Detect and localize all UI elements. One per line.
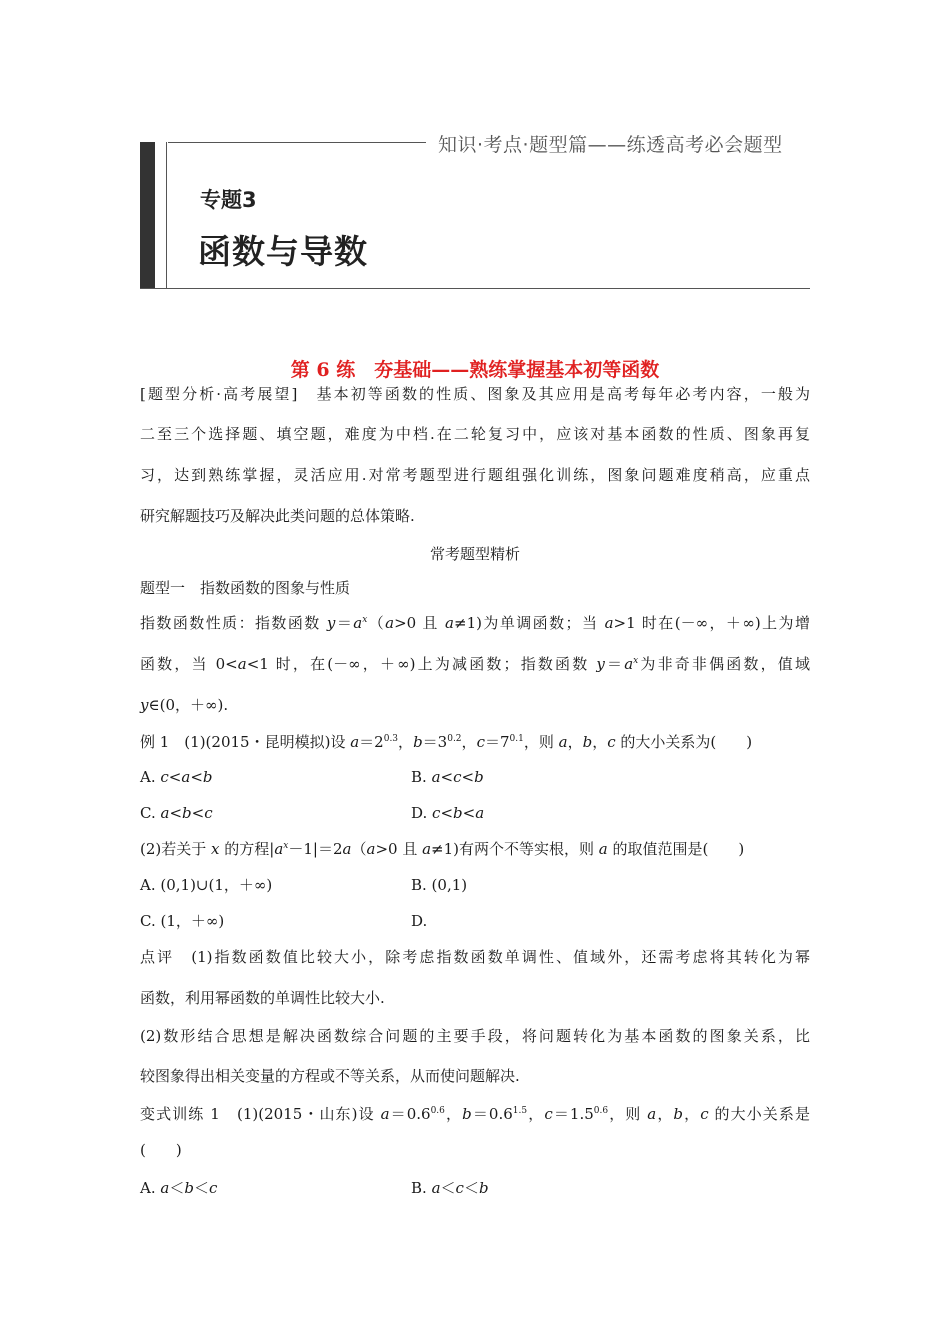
option-d: D. c<b<a	[411, 804, 485, 822]
comment-line: 函数，利用幂函数的单调性比较大小.	[140, 989, 385, 1007]
header-slogan: 知识·考点·题型篇——练透高考必会题型	[438, 134, 783, 156]
intro-line: 二至三个选择题、填空题，难度为中档.在二轮复习中，应该对基本函数的性质、图象再复	[140, 425, 810, 443]
header-thick-bar	[140, 142, 155, 288]
lesson-title: 第 6 练 夯基础——熟练掌握基本初等函数	[290, 359, 660, 381]
topic-label: 专题3	[200, 188, 257, 212]
header-thin-bar	[166, 142, 167, 288]
option-d: D.	[411, 912, 428, 930]
header-top-rule	[168, 142, 426, 143]
comment-line: 较图象得出相关变量的方程或不等关系，从而使问题解决.	[140, 1067, 520, 1085]
intro-line: 习，达到熟练掌握，灵活应用.对常考题型进行题组强化训练，图象问题难度稍高，应重点	[140, 466, 810, 484]
answer-paren: ( )	[140, 1141, 182, 1159]
header-bottom-rule	[140, 288, 810, 289]
option-b: B. a<c<b	[411, 768, 484, 786]
intro-line: [题型分析·高考展望] 基本初等函数的性质、图象及其应用是高考每年必考内容，一般为	[140, 385, 810, 403]
option-a: A. (0,1)∪(1，＋∞)	[140, 876, 273, 894]
option-a: A. c<a<b	[140, 768, 213, 786]
type-heading: 题型一 指数函数的图象与性质	[140, 579, 351, 597]
option-a: A. a＜b＜c	[140, 1179, 218, 1197]
section-heading: 常考题型精析	[429, 545, 520, 563]
option-b: B. (0,1)	[411, 876, 468, 894]
intro-line: 研究解题技巧及解决此类问题的总体策略.	[140, 507, 415, 525]
comment-line: 点评 (1)指数函数值比较大小，除考虑指数函数单调性、值域外，还需考虑将其转化为幂	[140, 948, 810, 966]
property-line: 指数函数性质：指数函数 $y=a^x(a>0$ 且 a≠1)为单调函数；当 a>1 时在(－∞，＋∞)上为增	[140, 614, 810, 632]
option-c: C. a<b<c	[140, 804, 213, 822]
property-line: 函数，当 0<a<1 时，在(－∞，＋∞)上为减函数；指数函数 $y=a^x$为非奇非偶函数，值域	[140, 655, 810, 673]
comment-line: (2)数形结合思想是解决函数综合问题的主要手段，将问题转化为基本函数的图象关系，比	[140, 1027, 810, 1045]
option-c: C. (1，＋∞)	[140, 912, 225, 930]
example-question: (2)若关于 x 的方程$|a^x-1|=2a(a>0$ 且 a≠1)有两个不等实根，则 a 的取值范围是( )	[140, 840, 745, 858]
topic-title: 函数与导数	[198, 232, 368, 271]
property-line: y∈(0，＋∞).	[140, 696, 229, 714]
variant-question: 变式训练 1 (1)(2015・山东)设 $a=0.6^{0.6}$，$b=0.6^{1.5}$，$c=1.5^{0.6}$，则 a，b，c 的大小关系是	[140, 1105, 810, 1123]
option-b: B. a＜c＜b	[411, 1179, 489, 1197]
example-question: 例 1 (1)(2015・昆明模拟)设 $a=2^{0.3}$，$b=3^{0.2}$，$c=7^{0.1}$，则 a，b，c 的大小关系为( )	[140, 733, 753, 751]
